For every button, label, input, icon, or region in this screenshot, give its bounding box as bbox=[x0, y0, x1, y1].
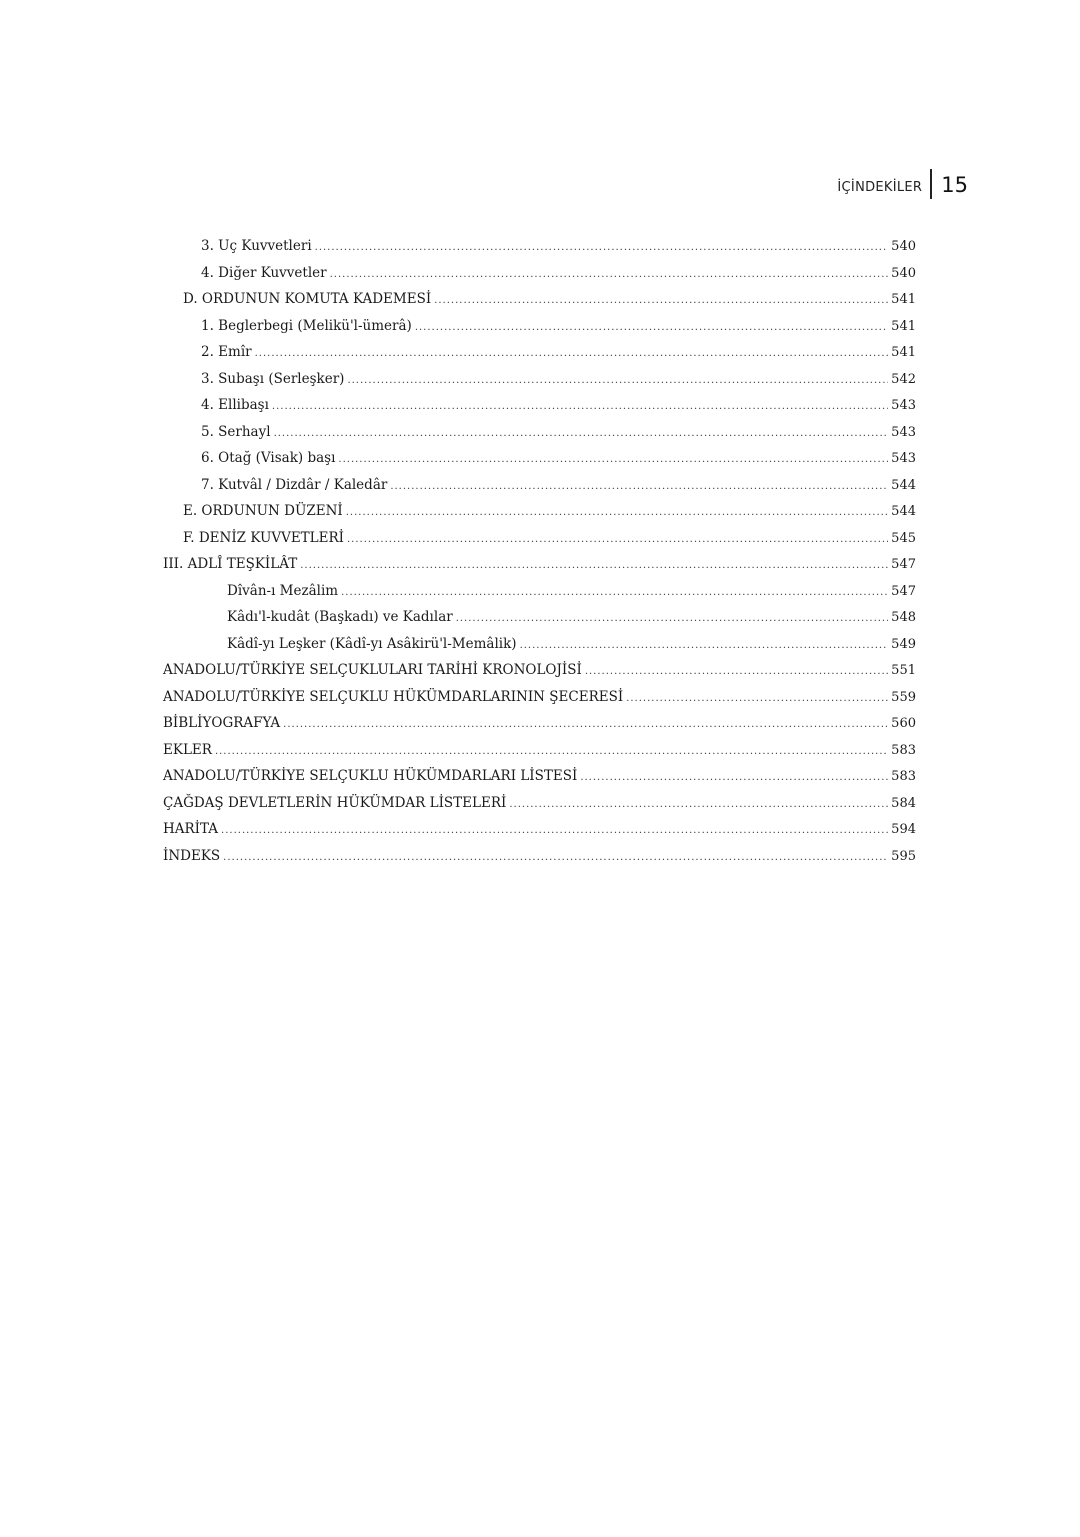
toc-entry[interactable] bbox=[163, 286, 916, 313]
toc-entry-label: HARİTA bbox=[163, 821, 219, 837]
toc-dot-leader bbox=[315, 235, 889, 262]
toc-entry-page: 551 bbox=[891, 663, 916, 678]
toc-dot-leader bbox=[255, 341, 889, 368]
toc-entry[interactable] bbox=[163, 604, 916, 631]
toc-dot-leader bbox=[347, 368, 888, 395]
toc-dot-leader bbox=[283, 712, 888, 739]
toc-entry-page: 545 bbox=[891, 530, 916, 546]
toc-entry-page: 594 bbox=[891, 822, 916, 837]
toc-entry-page: 544 bbox=[891, 504, 916, 519]
toc-entry-label: Kâdı'l-kudât (Başkadı) ve Kadılar bbox=[227, 609, 453, 625]
toc-entry-page: 549 bbox=[891, 636, 916, 652]
toc-dot-leader bbox=[585, 659, 888, 686]
toc-entry[interactable] bbox=[163, 843, 916, 870]
toc-entry[interactable] bbox=[163, 313, 916, 340]
toc-entry-page: 583 bbox=[891, 769, 916, 784]
toc-entry-label: İNDEKS bbox=[163, 847, 221, 864]
toc-entry[interactable] bbox=[163, 392, 916, 419]
toc-dot-leader bbox=[509, 792, 888, 819]
toc-entry[interactable] bbox=[163, 445, 916, 472]
toc-entry-label: 3. Uç Kuvvetleri bbox=[201, 238, 312, 254]
toc-entry-label: 5. Serhayl bbox=[201, 423, 271, 440]
toc-entry-label: E. ORDUNUN DÜZENİ bbox=[183, 503, 343, 519]
toc-entry-page: 544 bbox=[891, 477, 916, 493]
toc-entry[interactable] bbox=[163, 551, 916, 578]
toc-dot-leader bbox=[520, 633, 889, 660]
toc-entry-page: 547 bbox=[891, 583, 916, 599]
toc-dot-leader bbox=[626, 686, 888, 713]
table-of-contents bbox=[163, 233, 916, 869]
toc-entry-page: 541 bbox=[891, 318, 916, 334]
toc-dot-leader bbox=[341, 580, 888, 607]
toc-entry-page: 547 bbox=[891, 557, 916, 572]
toc-entry-page: 583 bbox=[891, 742, 916, 758]
toc-dot-leader bbox=[272, 394, 888, 421]
toc-dot-leader bbox=[434, 288, 888, 315]
toc-entry-page: 548 bbox=[891, 610, 916, 625]
toc-dot-leader bbox=[415, 315, 888, 342]
toc-entry-label: ANADOLU/TÜRKİYE SELÇUKLU HÜKÜMDARLARININ ŞECERESİ bbox=[163, 688, 624, 705]
toc-dot-leader bbox=[221, 818, 888, 845]
toc-dot-leader bbox=[456, 606, 888, 633]
toc-dot-leader bbox=[390, 474, 888, 501]
toc-entry-label: 4. Ellibaşı bbox=[201, 397, 269, 413]
toc-entry-label: F. DENİZ KUVVETLERİ bbox=[183, 529, 344, 546]
toc-entry-page: 541 bbox=[891, 345, 916, 360]
toc-entry-page: 543 bbox=[891, 451, 916, 466]
toc-entry-label: ANADOLU/TÜRKİYE SELÇUKLULARI TARİHİ KRONOLOJİSİ bbox=[163, 662, 582, 678]
toc-dot-leader bbox=[223, 845, 888, 872]
toc-entry-page: 559 bbox=[891, 689, 916, 705]
toc-entry-label: 1. Beglerbegi (Melikü'l-ümerâ) bbox=[201, 317, 412, 334]
toc-entry-label: Dîvân-ı Mezâlim bbox=[227, 582, 339, 599]
toc-entry-page: 541 bbox=[891, 292, 916, 307]
toc-entry-page: 595 bbox=[891, 848, 916, 864]
toc-entry-page: 542 bbox=[891, 371, 916, 387]
toc-entry[interactable] bbox=[163, 472, 916, 499]
toc-entry-page: 543 bbox=[891, 424, 916, 440]
toc-entry[interactable] bbox=[163, 233, 916, 260]
toc-dot-leader bbox=[338, 447, 888, 474]
toc-entry-page: 540 bbox=[891, 239, 916, 254]
toc-entry[interactable] bbox=[163, 339, 916, 366]
toc-entry[interactable] bbox=[163, 763, 916, 790]
toc-entry[interactable] bbox=[163, 684, 916, 711]
toc-entry[interactable] bbox=[163, 816, 916, 843]
toc-entry[interactable] bbox=[163, 260, 916, 287]
toc-entry-label: 4. Diğer Kuvvetler bbox=[201, 264, 327, 281]
toc-entry[interactable] bbox=[163, 737, 916, 764]
toc-dot-leader bbox=[346, 500, 888, 527]
toc-entry-label: 6. Otağ (Visak) başı bbox=[201, 450, 336, 466]
toc-dot-leader bbox=[580, 765, 888, 792]
toc-entry-label: D. ORDUNUN KOMUTA KADEMESİ bbox=[183, 291, 432, 307]
toc-entry-label: BİBLİYOGRAFYA bbox=[163, 715, 281, 731]
toc-entry-page: 584 bbox=[891, 795, 916, 811]
toc-dot-leader bbox=[330, 262, 889, 289]
page-number: 15 bbox=[941, 173, 968, 197]
toc-entry[interactable] bbox=[163, 366, 916, 393]
toc-dot-leader bbox=[274, 421, 889, 448]
toc-entry[interactable] bbox=[163, 631, 916, 658]
toc-entry[interactable] bbox=[163, 710, 916, 737]
toc-entry[interactable] bbox=[163, 525, 916, 552]
running-header bbox=[837, 168, 968, 200]
toc-entry[interactable] bbox=[163, 657, 916, 684]
toc-entry-label: Kâdî-yı Leşker (Kâdî-yı Asâkirü'l-Memâlik) bbox=[227, 635, 517, 652]
toc-entry-label: ÇAĞDAŞ DEVLETLERİN HÜKÜMDAR LİSTELERİ bbox=[163, 794, 507, 811]
toc-entry-label: ANADOLU/TÜRKİYE SELÇUKLU HÜKÜMDARLARI LİSTESİ bbox=[163, 768, 578, 784]
toc-dot-leader bbox=[347, 527, 888, 554]
toc-entry[interactable] bbox=[163, 578, 916, 605]
header-title: İÇİNDEKİLER bbox=[837, 179, 923, 195]
toc-entry-page: 560 bbox=[891, 716, 916, 731]
toc-entry-label: III. ADLÎ TEŞKİLÂT bbox=[163, 556, 298, 572]
toc-entry-label: EKLER bbox=[163, 741, 212, 758]
toc-entry-page: 543 bbox=[891, 398, 916, 413]
toc-entry[interactable] bbox=[163, 790, 916, 817]
toc-dot-leader bbox=[215, 739, 888, 766]
toc-entry-page: 540 bbox=[891, 265, 916, 281]
toc-entry[interactable] bbox=[163, 498, 916, 525]
toc-entry[interactable] bbox=[163, 419, 916, 446]
toc-entry-label: 3. Subaşı (Serleşker) bbox=[201, 370, 345, 387]
header-divider bbox=[930, 169, 932, 199]
toc-entry-label: 2. Emîr bbox=[201, 344, 252, 360]
toc-entry-label: 7. Kutvâl / Dizdâr / Kaledâr bbox=[201, 476, 388, 493]
toc-dot-leader bbox=[300, 553, 888, 580]
